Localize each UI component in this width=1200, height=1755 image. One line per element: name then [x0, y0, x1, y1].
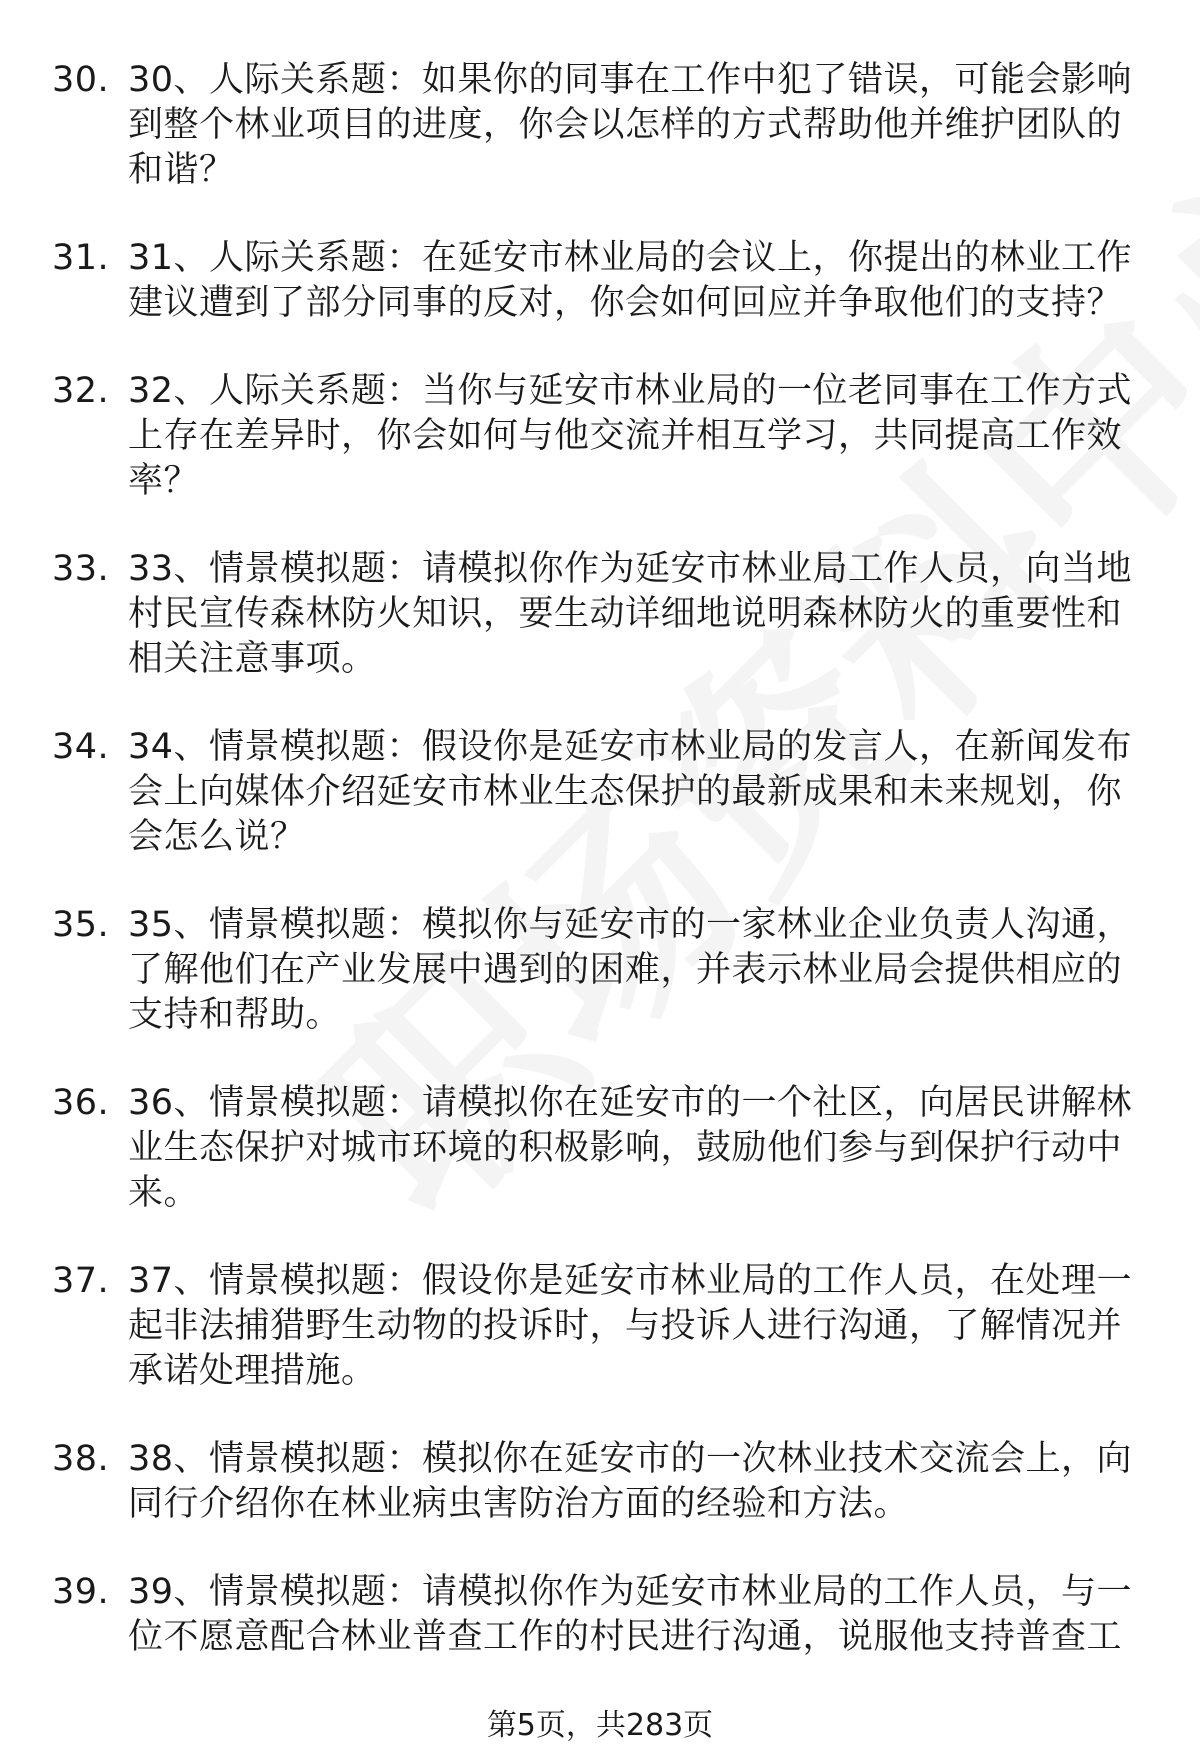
question-text: 34、情景模拟题：假设你是延安市林业局的发言人，在新闻发布会上向媒体介绍延安市林业生态保护的最新成果和未来规划，你会怎么说？: [128, 727, 1133, 857]
question-number: 35.: [52, 905, 110, 945]
question-number: 34.: [52, 727, 110, 767]
question-number: 32.: [52, 371, 110, 411]
list-item: [52, 58, 1152, 193]
question-text: 38、情景模拟题：模拟你在延安市的一次林业技术交流会上，向同行介绍你在林业病虫害防治方面的经验和方法。: [128, 1439, 1133, 1524]
question-number: 36.: [52, 1083, 110, 1123]
question-number: 37.: [52, 1261, 110, 1301]
list-item: [52, 1259, 1152, 1394]
list-item: [52, 369, 1152, 504]
list-item: [52, 547, 1152, 682]
page-footer: 第5页，共283页: [486, 1708, 714, 1743]
question-list: [52, 58, 1152, 1703]
question-text: 39、情景模拟题：请模拟你作为延安市林业局的工作人员，与一位不愿意配合林业普查工作的村民进行沟通，说服他支持普查工: [128, 1572, 1133, 1657]
question-text: 30、人际关系题：如果你的同事在工作中犯了错误，可能会影响到整个林业项目的进度，你会以怎样的方式帮助他并维护团队的和谐？: [128, 60, 1133, 190]
question-number: 30.: [52, 60, 110, 100]
question-number: 39.: [52, 1572, 110, 1612]
list-item: [52, 1081, 1152, 1216]
question-text: 36、情景模拟题：请模拟你在延安市的一个社区，向居民讲解林业生态保护对城市环境的积极影响，鼓励他们参与到保护行动中来。: [128, 1083, 1133, 1213]
list-item: [52, 725, 1152, 860]
question-text: 35、情景模拟题：模拟你与延安市的一家林业企业负责人沟通，了解他们在产业发展中遇到的困难，并表示林业局会提供相应的支持和帮助。: [128, 905, 1133, 1035]
question-text: 32、人际关系题：当你与延安市林业局的一位老同事在工作方式上存在差异时，你会如何与他交流并相互学习，共同提高工作效率？: [128, 371, 1133, 501]
question-text: 37、情景模拟题：假设你是延安市林业局的工作人员，在处理一起非法捕猎野生动物的投诉时，与投诉人进行沟通，了解情况并承诺处理措施。: [128, 1261, 1133, 1391]
question-text: 33、情景模拟题：请模拟你作为延安市林业局工作人员，向当地村民宣传森林防火知识，要生动详细地说明森林防火的重要性和相关注意事项。: [128, 549, 1133, 679]
list-item: [52, 1570, 1152, 1660]
list-item: [52, 1437, 1152, 1527]
list-item: [52, 903, 1152, 1038]
question-number: 31.: [52, 238, 110, 278]
question-text: 31、人际关系题：在延安市林业局的会议上，你提出的林业工作建议遭到了部分同事的反对，你会如何回应并争取他们的支持？: [128, 238, 1133, 323]
list-item: [52, 236, 1152, 326]
question-number: 38.: [52, 1439, 110, 1479]
question-number: 33.: [52, 549, 110, 589]
